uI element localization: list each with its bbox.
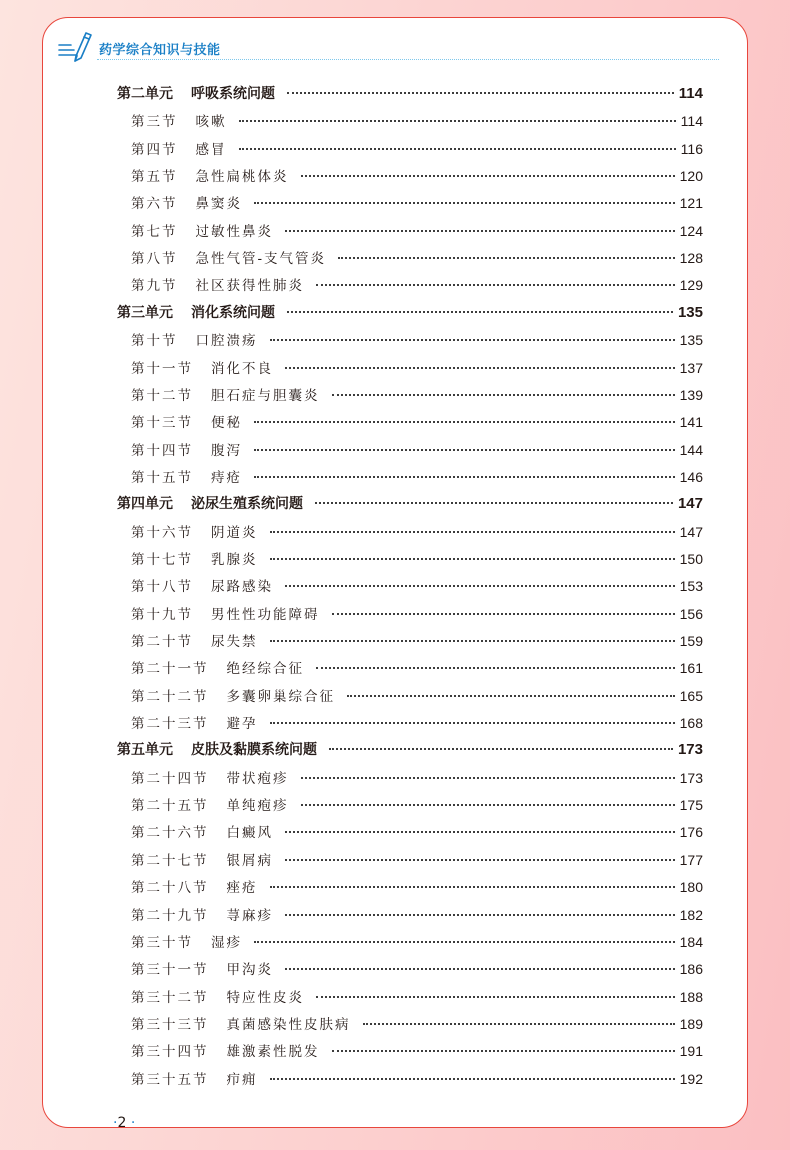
toc-page: 188 xyxy=(679,988,703,1005)
toc-section-row xyxy=(131,111,703,131)
toc-section-row xyxy=(131,1069,703,1089)
toc-page: 176 xyxy=(679,824,703,841)
toc-section-row xyxy=(131,275,703,295)
toc-number: 第二十六节 xyxy=(131,825,209,842)
toc-section-row xyxy=(131,905,703,925)
toc-title: 过敏性鼻炎 xyxy=(195,223,273,240)
toc-title: 便秘 xyxy=(211,415,242,432)
toc-number: 第二十一节 xyxy=(131,661,209,678)
toc-number: 第三十二节 xyxy=(131,989,209,1006)
toc-leader-dots xyxy=(254,202,675,204)
toc-page: 129 xyxy=(679,277,703,294)
toc-number: 第二十九节 xyxy=(131,907,209,924)
footer-dot-left: · xyxy=(113,1115,118,1128)
toc-title: 尿失禁 xyxy=(211,634,258,650)
toc-section-row xyxy=(131,522,703,542)
toc-leader-dots xyxy=(239,120,676,122)
toc-section-row xyxy=(131,631,703,651)
toc-title: 湿疹 xyxy=(211,934,242,951)
toc-page: 121 xyxy=(679,195,703,212)
toc-page: 191 xyxy=(679,1043,703,1060)
toc-section-row xyxy=(131,877,703,897)
toc-section-row xyxy=(131,604,703,624)
toc-title: 消化系统问题 xyxy=(191,304,275,321)
toc-section-row xyxy=(131,959,703,979)
toc-title: 甲沟炎 xyxy=(226,962,273,979)
toc-unit-row xyxy=(117,494,703,514)
toc-number: 第六节 xyxy=(131,196,178,213)
toc-leader-dots xyxy=(285,367,675,369)
toc-number: 第三十一节 xyxy=(131,962,209,979)
toc-leader-dots xyxy=(270,558,675,560)
toc-number: 第十一节 xyxy=(131,360,193,377)
toc-leader-dots xyxy=(287,92,674,94)
toc-section-row xyxy=(131,549,703,569)
toc-number: 第三节 xyxy=(131,114,178,131)
toc-page: 173 xyxy=(679,769,703,786)
toc-title: 咳嗽 xyxy=(195,114,227,131)
toc-number: 第四单元 xyxy=(117,496,173,513)
toc-page: 135 xyxy=(677,303,703,321)
toc-section-row xyxy=(131,248,703,268)
toc-section-row xyxy=(131,850,703,870)
toc-number: 第二十三节 xyxy=(131,716,209,733)
toc-number: 第七节 xyxy=(131,223,178,240)
toc-page: 120 xyxy=(679,168,703,185)
toc-page: 173 xyxy=(677,741,703,759)
toc-title: 口腔溃疡 xyxy=(195,333,258,350)
toc-section-row xyxy=(131,686,703,706)
toc-leader-dots xyxy=(316,284,675,286)
toc-section-row xyxy=(131,1041,703,1061)
toc-title: 雄激素性脱发 xyxy=(226,1044,320,1061)
toc-leader-dots xyxy=(254,476,675,478)
toc-page: 156 xyxy=(679,605,703,622)
toc-number: 第二十七节 xyxy=(131,852,209,869)
toc-title: 特应性皮炎 xyxy=(226,989,304,1006)
toc-leader-dots xyxy=(316,667,675,669)
toc-page: 146 xyxy=(679,468,703,485)
toc-number: 第十八节 xyxy=(131,579,193,596)
toc-title: 皮肤及黏膜系统问题 xyxy=(191,742,317,759)
toc-number: 第十六节 xyxy=(131,524,193,541)
toc-title: 社区获得性肺炎 xyxy=(195,278,304,295)
toc-leader-dots xyxy=(332,1050,675,1052)
toc-section-row xyxy=(131,795,703,815)
page-number: 2 xyxy=(117,1115,127,1128)
toc-page: 159 xyxy=(679,633,703,649)
toc-page: 175 xyxy=(679,797,703,814)
toc-page: 168 xyxy=(679,715,703,732)
toc-number: 第二十五节 xyxy=(131,798,209,815)
toc-page: 137 xyxy=(679,359,703,376)
toc-section-row xyxy=(131,412,703,432)
toc-number: 第三十四节 xyxy=(131,1044,209,1061)
toc-title: 单纯疱疹 xyxy=(226,798,289,815)
toc-number: 第十四节 xyxy=(131,442,193,459)
toc-leader-dots xyxy=(270,531,675,533)
toc-title: 荨麻疹 xyxy=(226,907,273,924)
toc-number: 第五节 xyxy=(131,169,178,186)
toc-page: 124 xyxy=(679,222,703,239)
toc-title: 真菌感染性皮肤病 xyxy=(226,1016,351,1033)
toc-leader-dots xyxy=(270,339,675,341)
toc-section-row xyxy=(131,467,703,487)
toc-number: 第十三节 xyxy=(131,415,193,432)
toc-number: 第八节 xyxy=(131,251,178,268)
page xyxy=(42,17,748,1128)
toc-number: 第二十八节 xyxy=(131,880,209,897)
toc-title: 避孕 xyxy=(226,716,258,733)
toc-section-row xyxy=(131,440,703,460)
toc-title: 多囊卵巢综合征 xyxy=(226,688,335,705)
toc-leader-dots xyxy=(316,996,675,998)
toc-page: 165 xyxy=(679,687,703,704)
toc-title: 痔疮 xyxy=(211,469,242,486)
toc-leader-dots xyxy=(301,175,675,177)
toc-section-row xyxy=(131,822,703,842)
header-title: 药学综合知识与技能 xyxy=(99,43,221,58)
toc-leader-dots xyxy=(285,859,675,861)
toc-leader-dots xyxy=(285,914,675,916)
toc-title: 痤疮 xyxy=(226,880,258,897)
header-divider xyxy=(97,59,719,60)
toc-page: 116 xyxy=(680,140,703,157)
toc-unit-row xyxy=(117,84,703,104)
toc-number: 第二单元 xyxy=(117,86,173,102)
toc-section-row xyxy=(131,576,703,596)
toc-unit-row xyxy=(117,303,703,323)
pencil-icon xyxy=(55,25,95,65)
toc-title: 白癜风 xyxy=(226,825,273,842)
toc-title: 急性扁桃体炎 xyxy=(195,169,289,186)
toc-title: 消化不良 xyxy=(211,360,273,377)
toc-page: 153 xyxy=(679,578,703,595)
toc-number: 第三单元 xyxy=(117,304,173,321)
toc-section-row xyxy=(131,658,703,678)
toc-leader-dots xyxy=(301,804,675,806)
toc-page: 128 xyxy=(679,250,703,267)
toc-leader-dots xyxy=(285,585,675,587)
toc-number: 第三十三节 xyxy=(131,1016,209,1033)
toc-title: 银屑病 xyxy=(226,852,273,869)
toc-leader-dots xyxy=(363,1023,675,1025)
toc-leader-dots xyxy=(285,230,675,232)
toc-title: 男性性功能障碍 xyxy=(211,606,320,623)
toc-number: 第二十节 xyxy=(131,634,193,650)
toc-title: 急性气管-支气管炎 xyxy=(195,251,327,268)
toc-section-row xyxy=(131,385,703,405)
toc-number: 第三十五节 xyxy=(131,1071,209,1088)
toc-page: 150 xyxy=(679,550,703,567)
toc-page: 161 xyxy=(679,660,703,677)
toc-leader-dots xyxy=(285,968,675,970)
toc-title: 带状疱疹 xyxy=(226,770,289,787)
toc-leader-dots xyxy=(239,148,676,150)
toc-title: 感冒 xyxy=(195,141,227,158)
toc-page: 177 xyxy=(679,851,703,868)
toc-section-row xyxy=(131,221,703,241)
toc-leader-dots xyxy=(270,1078,675,1080)
toc-leader-dots xyxy=(332,394,675,396)
toc-leader-dots xyxy=(254,941,675,943)
toc-number: 第十二节 xyxy=(131,387,193,404)
toc-page: 147 xyxy=(679,523,703,540)
toc-leader-dots xyxy=(301,777,675,779)
toc-leader-dots xyxy=(329,748,673,750)
toc-leader-dots xyxy=(254,449,675,451)
toc-page: 114 xyxy=(680,113,703,130)
toc-page: 186 xyxy=(679,961,703,978)
toc-section-row xyxy=(131,713,703,733)
toc-leader-dots xyxy=(285,831,675,833)
toc-section-row xyxy=(131,330,703,350)
toc-number: 第十九节 xyxy=(131,606,193,623)
toc-section-row xyxy=(131,932,703,952)
toc-page: 147 xyxy=(677,495,703,513)
toc-page: 182 xyxy=(679,906,703,923)
page-footer xyxy=(113,1115,135,1128)
toc-section-row xyxy=(131,166,703,186)
toc-page: 192 xyxy=(679,1070,703,1087)
toc-page: 144 xyxy=(679,441,703,458)
toc-title: 尿路感染 xyxy=(211,579,273,596)
toc-page: 114 xyxy=(678,85,703,102)
toc-number: 第四节 xyxy=(131,141,178,158)
toc-number: 第三十节 xyxy=(131,934,193,951)
toc-leader-dots xyxy=(332,613,675,615)
toc-number: 第十节 xyxy=(131,333,178,350)
toc-section-row xyxy=(131,139,703,159)
toc-section-row xyxy=(131,358,703,378)
toc-title: 呼吸系统问题 xyxy=(191,86,275,102)
toc-leader-dots xyxy=(270,640,675,642)
toc-leader-dots xyxy=(315,502,673,504)
toc-title: 绝经综合征 xyxy=(226,661,304,678)
toc-title: 鼻窦炎 xyxy=(195,196,242,213)
toc-number: 第十七节 xyxy=(131,551,193,568)
toc-section-row xyxy=(131,987,703,1007)
toc-title: 乳腺炎 xyxy=(211,551,258,568)
toc-section-row xyxy=(131,768,703,788)
toc-page: 135 xyxy=(679,332,703,349)
toc-number: 第五单元 xyxy=(117,742,173,759)
toc-page: 139 xyxy=(679,386,703,403)
toc-page: 141 xyxy=(679,414,703,431)
toc-leader-dots xyxy=(254,421,675,423)
toc-page: 189 xyxy=(679,1015,703,1032)
toc-section-row xyxy=(131,1014,703,1034)
toc-number: 第二十二节 xyxy=(131,688,209,705)
toc-title: 泌尿生殖系统问题 xyxy=(191,496,303,513)
footer-dot-right: · xyxy=(130,1115,136,1128)
toc-leader-dots xyxy=(270,722,675,724)
toc-number: 第二十四节 xyxy=(131,770,209,787)
toc-title: 腹泻 xyxy=(211,442,242,459)
toc-leader-dots xyxy=(338,257,675,259)
toc-number: 第九节 xyxy=(131,278,178,295)
toc-leader-dots xyxy=(347,695,675,697)
toc-title: 阴道炎 xyxy=(211,524,258,541)
toc-title: 胆石症与胆囊炎 xyxy=(211,387,320,404)
toc-leader-dots xyxy=(270,886,675,888)
toc-unit-row xyxy=(117,740,703,760)
toc-section-row xyxy=(131,193,703,213)
toc-title: 疖痈 xyxy=(226,1071,258,1088)
toc-number: 第十五节 xyxy=(131,469,193,486)
toc-page: 180 xyxy=(679,879,703,896)
toc-page: 184 xyxy=(679,933,703,950)
toc-leader-dots xyxy=(287,311,673,313)
